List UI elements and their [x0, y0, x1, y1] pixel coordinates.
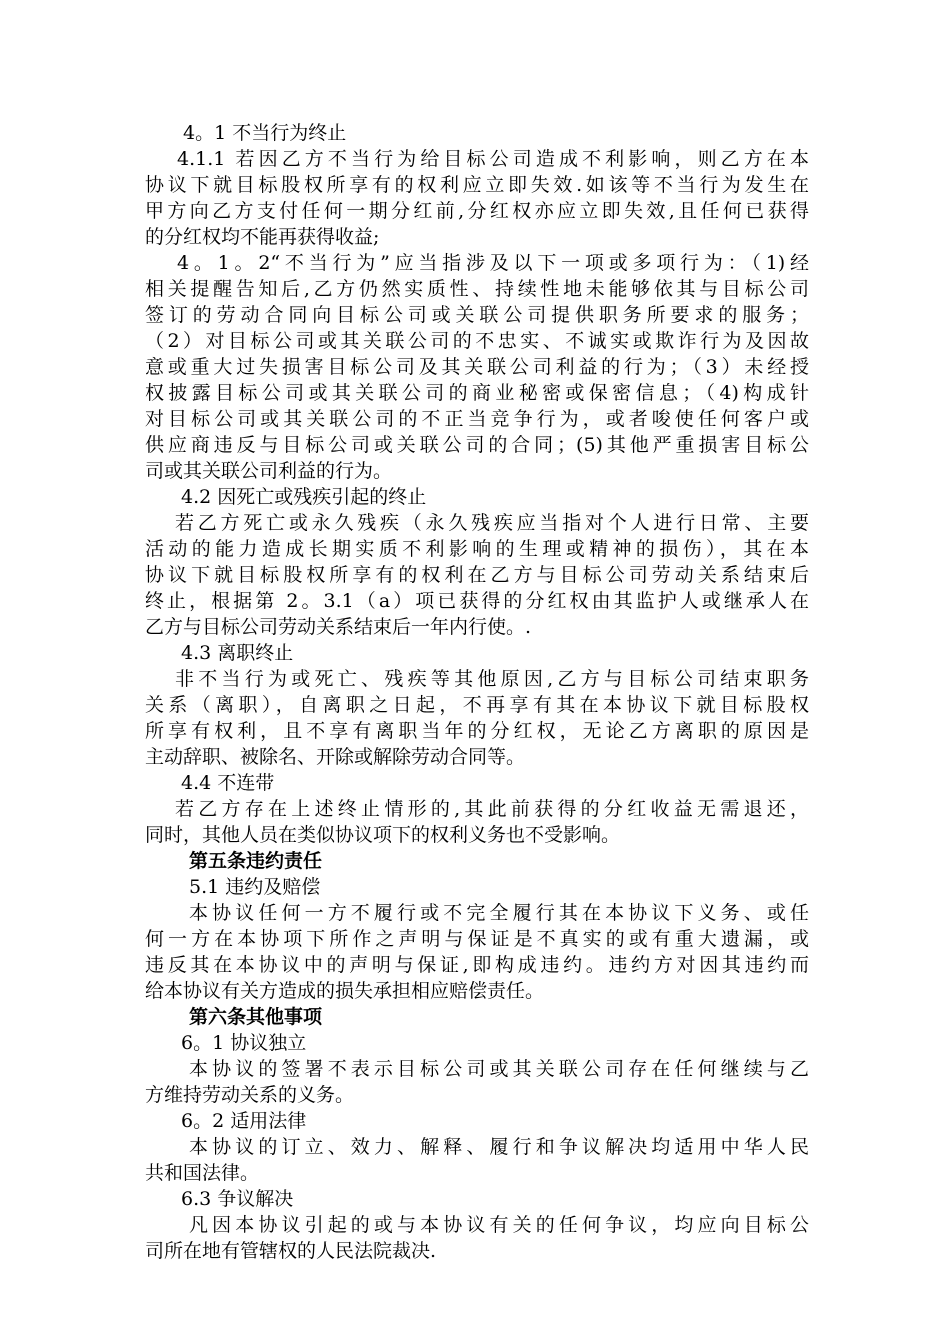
body-line: 凡因本协议引起的或与本协议有关的任何争议，均应向目标公	[189, 1214, 809, 1236]
body-line: 方维持劳动关系的义务。	[145, 1084, 355, 1106]
section-heading: 6.3 争议解决	[181, 1188, 294, 1210]
section-heading: 4。1 不当行为终止	[183, 122, 347, 144]
body-line: 共和国法律。	[145, 1162, 260, 1184]
section-heading: 4.2 因死亡或残疾引起的终止	[181, 486, 427, 508]
body-line: 司或其关联公司利益的行为。	[145, 460, 393, 482]
section-heading: 6。1 协议独立	[181, 1032, 307, 1054]
body-line: 违反其在本协议中的声明与保证,即构成违约。违约方对因其违约而	[145, 954, 809, 976]
body-line: 何一方在本协项下所作之声明与保证是不真实的或有重大遗漏，或	[145, 928, 809, 950]
body-line: 本协议的签署不表示目标公司或其关联公司存在任何继续与乙	[189, 1058, 809, 1080]
body-line: 供应商违反与目标公司或关联公司的合同；(5)其他严重损害目标公	[145, 434, 809, 456]
body-line: 司所在地有管辖权的人民法院裁决.	[145, 1240, 437, 1262]
body-line: 协议下就目标股权所享有的权利应立即失效.如该等不当行为发生在	[145, 174, 809, 196]
body-line: 关系（离职），自离职之日起，不再享有其在本协议下就目标股权	[145, 694, 809, 716]
body-line: 乙方与目标公司劳动关系结束后一年内行使。.	[145, 616, 532, 638]
body-line: 若乙方死亡或永久残疾（永久残疾应当指对个人进行日常、主要	[175, 512, 809, 534]
body-line: 的分红权均不能再获得收益;	[145, 226, 380, 248]
body-line: 所享有权利，且不享有离职当年的分红权，无论乙方离职的原因是	[145, 720, 809, 742]
body-line: 若乙方存在上述终止情形的,其此前获得的分红收益无需退还，	[175, 798, 809, 820]
body-line: 签订的劳动合同向目标公司或关联公司提供职务所要求的服务；	[145, 304, 809, 326]
body-line: 给本协议有关方造成的损失承担相应赔偿责任。	[145, 980, 545, 1002]
body-line: 本协议的订立、效力、解释、履行和争议解决均适用中华人民	[189, 1136, 809, 1158]
body-line: 同时，其他人员在类似协议项下的权利义务也不受影响。	[145, 824, 621, 846]
body-line: 4.1.1 若因乙方不当行为给目标公司造成不利影响，则乙方在本	[177, 148, 809, 170]
section-heading: 6。2 适用法律	[181, 1110, 307, 1132]
body-line: 对目标公司或其关联公司的不正当竞争行为，或者唆使任何客户或	[145, 408, 809, 430]
section-heading: 5.1 违约及赔偿	[189, 876, 321, 898]
body-line: （2）对目标公司或其关联公司的不忠实、不诚实或欺诈行为及因故	[145, 330, 809, 352]
body-line: 非不当行为或死亡、残疾等其他原因,乙方与目标公司结束职务	[175, 668, 809, 690]
body-line: 本协议任何一方不履行或不完全履行其在本协议下义务、或任	[189, 902, 809, 924]
section-heading: 4.4 不连带	[181, 772, 275, 794]
document-page	[145, 120, 809, 1264]
body-line: 相关提醒告知后,乙方仍然实质性、持续性地未能够依其与目标公司	[145, 278, 809, 300]
body-line: 主动辞职、被除名、开除或解除劳动合同等。	[145, 746, 526, 768]
body-line: 4。1。2“不当行为”应当指涉及以下一项或多项行为：（1)经	[177, 252, 809, 274]
body-line: 意或重大过失损害目标公司及其关联公司利益的行为；（3）未经授	[145, 356, 809, 378]
body-line: 终止，根据第 2。3.1（a）项已获得的分红权由其监护人或继承人在	[145, 590, 809, 612]
body-line: 甲方向乙方支付任何一期分红前,分红权亦应立即失效,且任何已获得	[145, 200, 809, 222]
body-line: 协议下就目标股权所享有的权利在乙方与目标公司劳动关系结束后	[145, 564, 809, 586]
body-line: 活动的能力造成长期实质不利影响的生理或精神的损伤），其在本	[145, 538, 809, 560]
section-heading: 4.3 离职终止	[181, 642, 294, 664]
article-title: 第五条违约责任	[189, 850, 323, 872]
article-title: 第六条其他事项	[189, 1006, 323, 1028]
body-line: 权披露目标公司或其关联公司的商业秘密或保密信息；（4)构成针	[145, 382, 809, 404]
